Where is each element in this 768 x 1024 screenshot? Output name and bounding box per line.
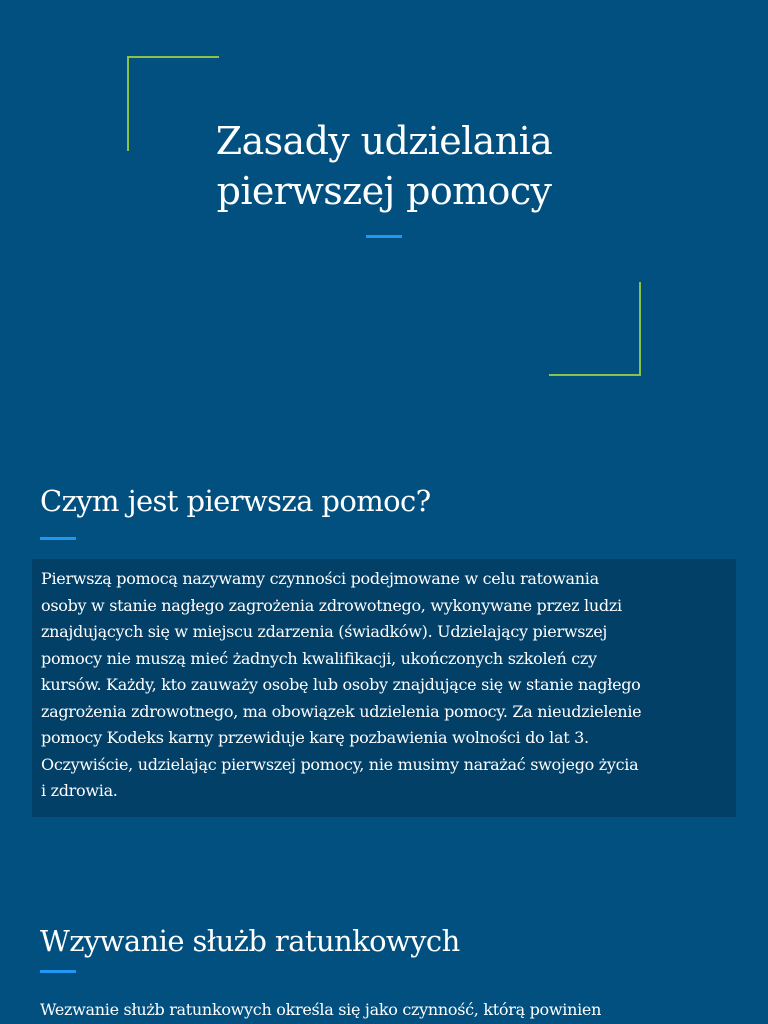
corner-line-vertical <box>639 282 641 376</box>
body-line: osoby w stanie nagłego zagrożenia zdrowotnego, wykonywane przez ludzi <box>41 595 622 615</box>
page-title <box>150 116 618 216</box>
title-accent-bar <box>366 235 402 238</box>
body-line: pomocy nie muszą mieć żadnych kwalifikacji, ukończonych szkoleń czy <box>41 648 597 668</box>
corner-line-horizontal <box>549 374 641 376</box>
section-body-text-partial: Wezwanie służb ratunkowych określa się jako czynność, którą powinien <box>40 1000 602 1019</box>
section-body-text <box>41 566 731 805</box>
section-accent-bar <box>40 970 76 973</box>
body-line: pomocy Kodeks karny przewiduje karę pozbawienia wolności do lat 3. <box>41 728 589 747</box>
corner-line-vertical <box>127 56 129 151</box>
section-accent-bar <box>40 537 76 540</box>
body-line: kursów. Każdy, kto zauważy osobę lub osoby znajdujące się w stanie nagłego <box>41 675 641 694</box>
section-heading-emergency-services: Wzywanie służb ratunkowych <box>40 924 460 958</box>
body-line: zagrożenia zdrowotnego, ma obowiązek udzielenia pomocy. Za nieudzielenie <box>41 701 642 721</box>
section-heading-first-aid: Czym jest pierwsza pomoc? <box>40 484 431 518</box>
body-line: znajdujących się w miejscu zdarzenia (świadków). Udzielający pierwszej <box>41 622 608 641</box>
body-line: Oczywiście, udzielając pierwszej pomocy, nie musimy narażać swojego życia <box>41 754 639 774</box>
title-line: Zasady udzielania <box>215 119 553 163</box>
title-line: pierwszej pomocy <box>216 169 552 213</box>
corner-line-horizontal <box>127 56 219 58</box>
body-line: i zdrowia. <box>41 781 118 800</box>
body-line: Pierwszą pomocą nazywamy czynności podejmowane w celu ratowania <box>41 569 599 588</box>
